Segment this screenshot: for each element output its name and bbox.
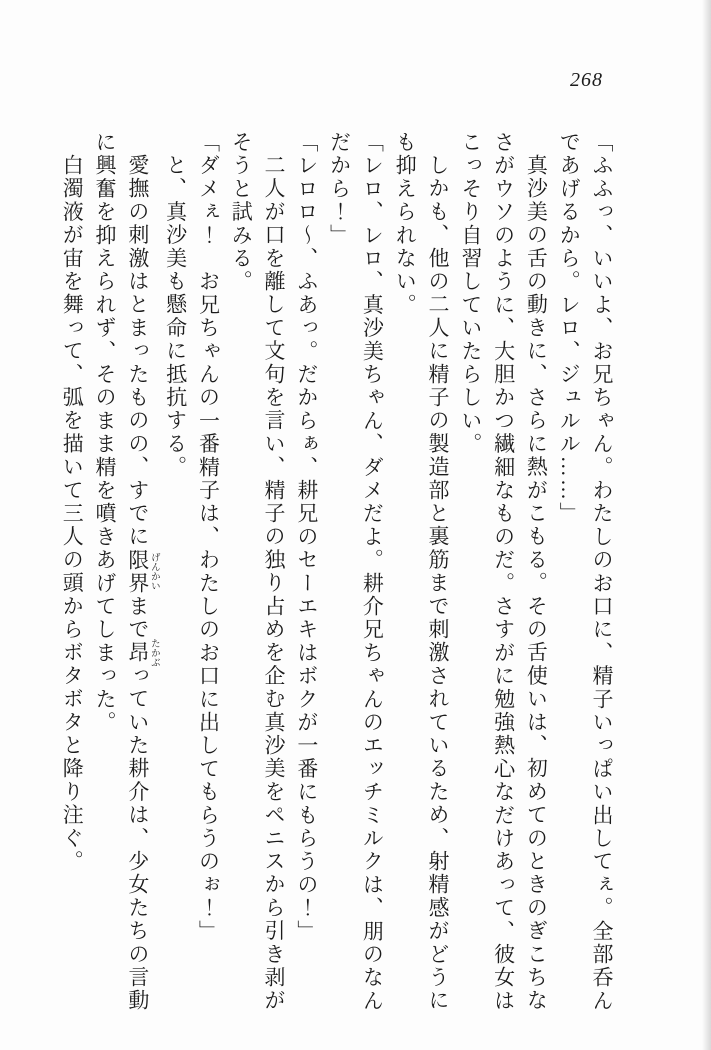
furigana: 昂 たかぶ (125, 638, 159, 668)
text-block (55, 131, 618, 1015)
paragraph-narration: 真沙美の舌の動きに、さらに熱がこもる。その舌使いは、初めてのときのぎこちなさがウソのように、大胆かつ繊細なものだ。さすがに勉強熱心なだけあって、彼女はこっそり自習していたらしい。 (458, 131, 549, 1013)
paragraph-narration: 白濁液が宙を舞って、弧を描いて三人の頭からボタボタと降り注ぐ。 (60, 154, 85, 874)
paragraph-narration: 愛撫の刺激はとまったものの、すでに限界 げんかいまで昂 たかぶっていた耕介は、少女たちの言動に興奮を抑えられず、そのまま精を噴きあげてしまった。 (93, 131, 159, 1013)
paragraph-narration: と、真沙美も懸命に抵抗する。 (163, 154, 188, 479)
paragraph-dialogue: 「ふふっ、いいよ、お兄ちゃん。わたしのお口に、精子いっぱい出してぇ。全部呑んであげるから。レロ、ジュルル……」 (557, 131, 614, 1013)
paragraph-dialogue: 「ダメぇ！ お兄ちゃんの一番精子は、わたしのお口に出してもらうのぉ！」 (196, 131, 221, 943)
paragraph-narration: しかも、他の二人に精子の製造部と裏筋まで刺激されているため、射精感がどうにも抑えられない。 (393, 131, 451, 1013)
paragraph-dialogue: 「レロ、レロ、真沙美ちゃん、ダメだよ。耕介兄ちゃんのエッチミルクは、朋のなんだから！」 (327, 131, 385, 1013)
furigana: 限界 げんかい (125, 548, 159, 595)
page-number: 268 (570, 69, 603, 91)
paragraph-dialogue: 「レロロ〜、ふあっ。だからぁ、耕兄のセーエキはボクが一番にもらうの！」 (294, 131, 319, 943)
paragraph-narration: 二人が口を離して文句を言い、精子の独り占めを企む真沙美をペニスから引き剥がそうと試みる。 (229, 131, 287, 1013)
page-edge-shading (702, 0, 711, 1050)
